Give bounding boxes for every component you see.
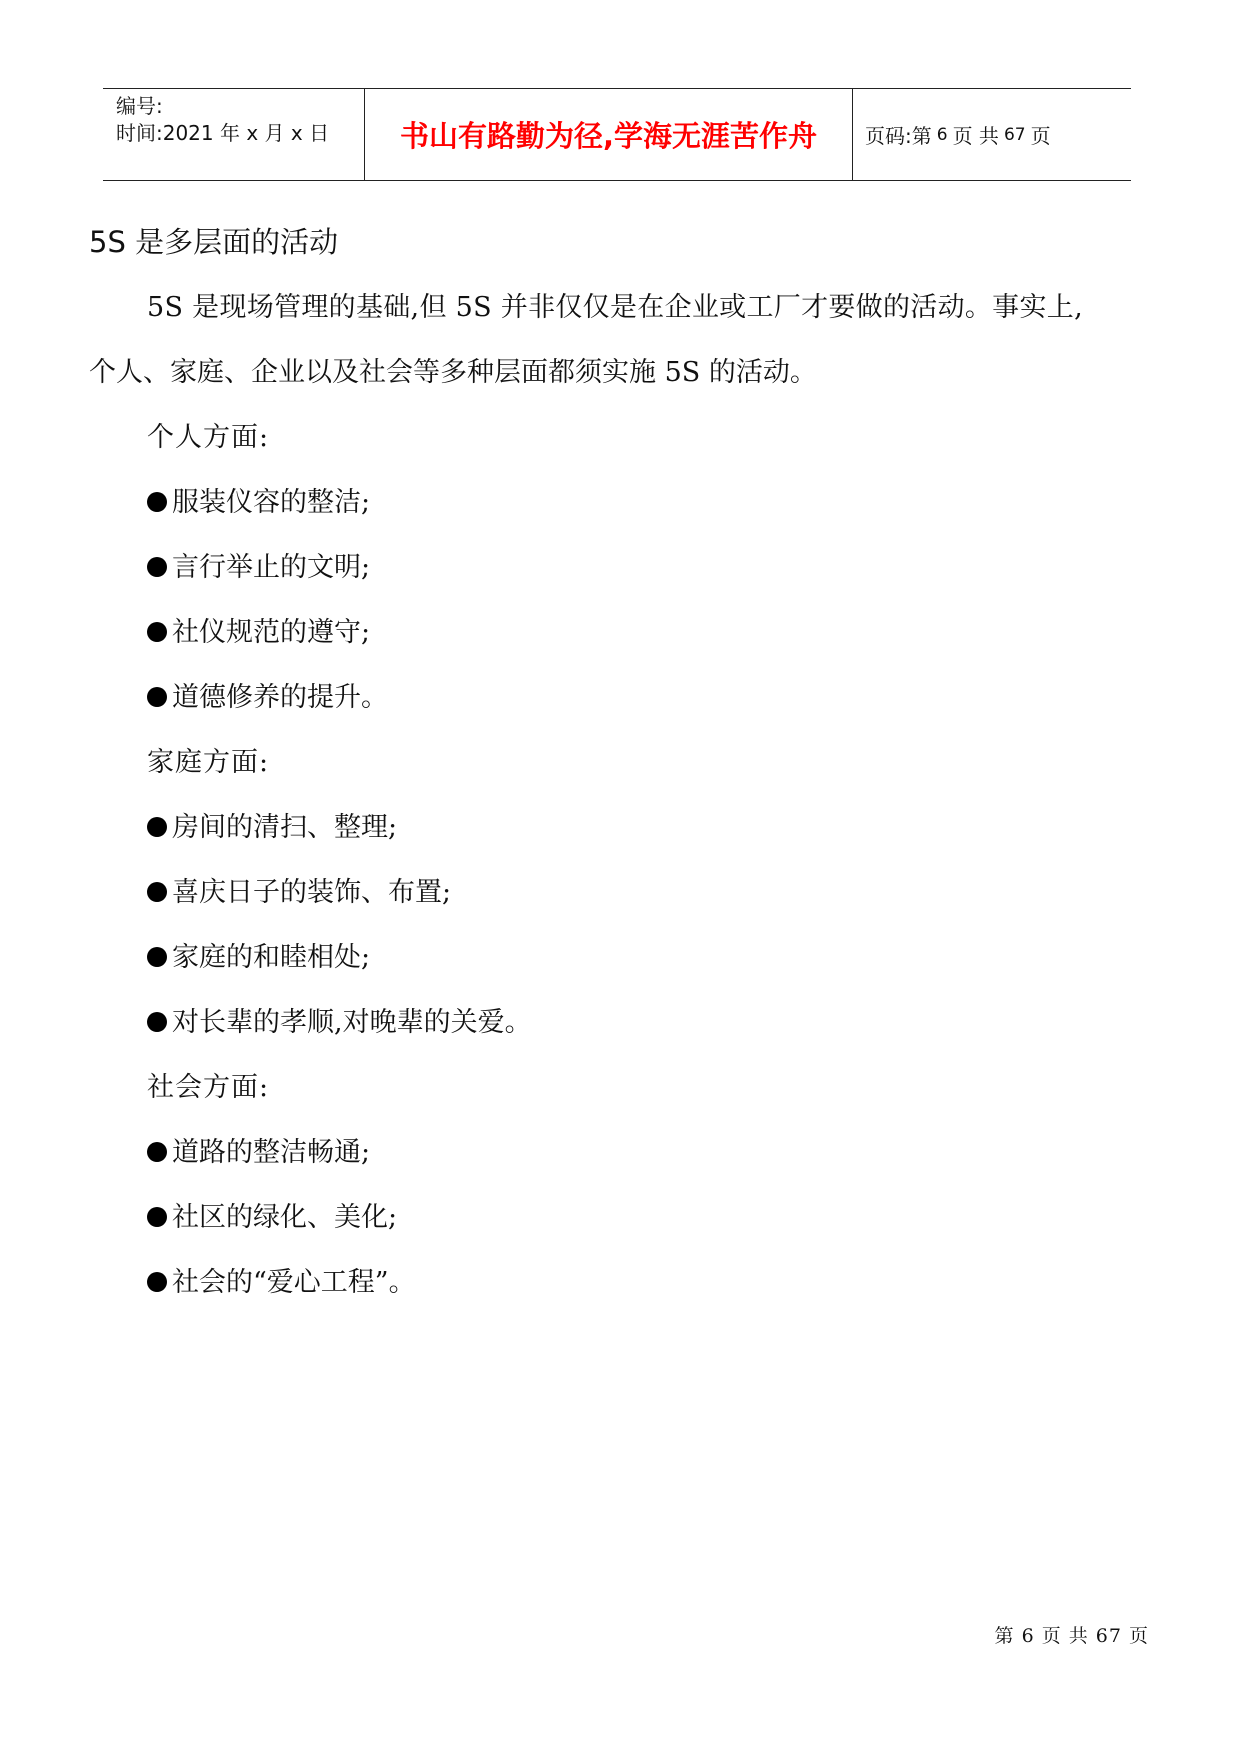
page-mid: 页 共 [952,124,999,148]
bullet-icon [147,882,167,902]
list-item: 房间的清扫、整理; [147,795,532,860]
bullet-icon [147,1272,167,1292]
bullet-icon [147,817,167,837]
bullet-icon [147,492,167,512]
list-item: 社仪规范的遵守; [147,600,532,665]
page-header [103,88,1131,181]
list-item: 言行举止的文明; [147,535,532,600]
section-heading: 家庭方面: [147,747,270,778]
list-item: 社会的“爱心工程”。 [147,1250,532,1315]
section-heading: 社会方面: [147,1072,270,1103]
number-label: 编号: [116,94,163,118]
list-item: 对长辈的孝顺,对晚辈的关爱。 [147,990,532,1055]
list-item: 服装仪容的整洁; [147,470,532,535]
page-footer: 第 6 页 共 67 页 [994,1625,1149,1647]
time-label: 时间:2021 年 x 月 x 日 [116,121,330,145]
list-item: 家庭的和睦相处; [147,925,532,990]
header-page-info [853,89,1131,180]
bullet-icon [147,1207,167,1227]
page-total: 67 [1003,124,1026,145]
bullet-icon [147,622,167,642]
section-title: 5S 是多层面的活动 [89,225,339,259]
section-heading: 个人方面: [147,422,270,453]
bullet-icon [147,947,167,967]
bullet-icon [147,687,167,707]
page-current: 6 [936,124,948,145]
bullet-icon [147,557,167,577]
list-item: 道路的整洁畅通; [147,1120,532,1185]
bullet-icon [147,1012,167,1032]
list-item: 道德修养的提升。 [147,665,532,730]
intro-paragraph [89,275,1169,405]
page-label: 页码:第 [865,124,932,148]
bullet-icon [147,1142,167,1162]
list-item: 社区的绿化、美化; [147,1185,532,1250]
aspect-list [147,405,532,1315]
page-end: 页 [1030,124,1051,148]
intro-line-2: 个人、家庭、企业以及社会等多种层面都须实施 5S 的活动。 [89,357,817,388]
header-meta [103,89,365,180]
intro-line-1: 5S 是现场管理的基础,但 5S 并非仅仅是在企业或工厂才要做的活动。事实上, [147,292,1083,323]
list-item: 喜庆日子的装饰、布置; [147,860,532,925]
header-motto: 书山有路勤为径,学海无涯苦作舟 [365,89,853,180]
